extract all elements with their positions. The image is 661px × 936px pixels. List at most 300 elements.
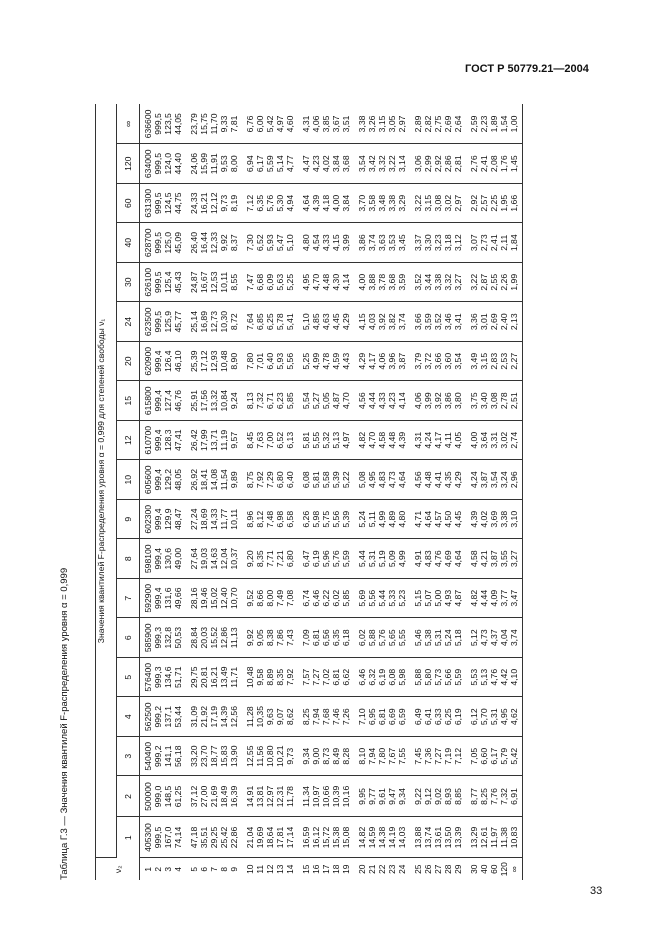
quantile-value: 5,88 [413,668,423,686]
quantile-value: 4,64 [397,471,407,489]
nu2-value: 15 [301,864,311,874]
quantile-value: 3,10 [509,510,519,528]
quantile-value: 4,54 [311,234,321,252]
quantile-value: 4,95 [301,273,311,291]
quantile-value: 13,49 [219,666,229,689]
quantile-value: 20,03 [199,627,209,649]
quantile-value: 3,59 [423,313,433,331]
table-cell [140,737,187,777]
quantile-value: 4,87 [453,589,463,607]
nu2-value: 24 [397,864,407,874]
quantile-value: 4,83 [423,550,433,568]
quantile-value: 5,56 [331,510,341,528]
table-cell [242,618,298,658]
table-caption: Таблица Г.3 — Значения квантилей F-распределения уровня α = 0,999 [59,567,70,880]
table-cell [354,381,410,421]
quantile-value: 8,89 [265,668,275,686]
quantile-value: 13,29 [469,826,479,849]
quantile-value: 5,23 [397,589,407,607]
quantile-value: 3,92 [433,392,443,410]
quantile-value: 602300 [143,504,153,534]
table-cell [242,658,298,698]
quantile-value: 12,73 [209,311,219,333]
quantile-value: 4,63 [321,313,331,331]
table-cell [298,104,354,144]
quantile-value: 4,80 [397,510,407,528]
quantile-value: 9,20 [245,550,255,568]
nu2-value: 1 [143,866,153,872]
quantile-value: 3,26 [367,115,377,133]
quantile-value: 1,00 [509,115,519,133]
quantile-value: 5,59 [341,550,351,568]
quantile-value: 3,78 [377,273,387,291]
quantile-value: 8,90 [229,352,239,370]
quantile-value: 9,92 [219,234,229,252]
quantile-value: 6,25 [265,313,275,331]
nu2-values [186,858,242,880]
quantile-value: 9,95 [357,788,367,805]
quantile-value: 5,19 [377,550,387,568]
quantile-value: 5,56 [367,589,377,607]
quantile-value: 5,39 [341,510,351,528]
table-cell [298,263,354,303]
nu2-value: 4 [173,866,183,872]
quantile-value: 3,36 [469,313,479,331]
quantile-value: 7,32 [499,788,509,805]
quantile-value: 8,73 [321,747,331,765]
quantile-value: 6,98 [275,510,285,528]
table-cell [140,223,187,263]
quantile-value: 8,35 [255,550,265,568]
quantile-value: 6,46 [357,668,367,686]
table-cell [242,697,298,737]
quantile-value: 7,46 [331,708,341,726]
quantile-value: 6,32 [367,668,377,686]
quantile-value: 2,97 [453,194,463,212]
quantile-value: 4,31 [413,431,423,449]
table-cell [186,184,242,224]
quantile-value: 4,35 [443,471,453,489]
quantile-value: 4,59 [331,352,341,370]
quantile-value: 5,31 [367,550,377,568]
table-cell [140,421,187,461]
quantile-value: 5,59 [453,668,463,686]
quantile-value: 5,07 [423,589,433,607]
quantile-value: 3,07 [469,234,479,252]
quantile-value: 6,25 [443,708,453,726]
quantile-value: 4,14 [397,392,407,410]
quantile-value: 127,4 [163,390,173,412]
quantile-value: 9,89 [229,471,239,489]
table-cell [466,697,523,737]
quantile-value: 2,40 [499,313,509,331]
quantile-value: 9,34 [301,747,311,765]
quantile-value: 3,40 [479,392,489,410]
table-cell [410,421,466,461]
quantile-value: 6,59 [397,708,407,726]
quantile-value: 9,05 [255,629,265,647]
quantile-value: 6,35 [331,629,341,647]
nu2-value: 120 [499,862,509,877]
table-cell [354,697,410,737]
quantile-value: 3,87 [479,471,489,489]
quantile-value: 3,32 [443,273,453,291]
quantile-value: 999,4 [153,548,163,570]
table-cell [354,460,410,500]
quantile-value: 4,76 [433,550,443,568]
quantile-value: 8,13 [245,392,255,410]
quantile-value: 3,84 [341,194,351,212]
quantile-value: 8,62 [285,708,295,726]
quantile-value: 6,26 [301,510,311,528]
quantile-value: 16,39 [229,785,239,808]
quantile-value: 3,02 [499,431,509,449]
quantile-value: 47,18 [189,826,199,849]
quantile-value: 21,69 [209,785,219,808]
quantile-value: 4,95 [499,708,509,726]
table-cell [140,342,187,382]
quantile-value: 1,84 [509,234,519,252]
quantile-value: 4,14 [341,273,351,291]
quantile-value: 6,18 [341,629,351,647]
quantile-value: 5,80 [423,668,433,686]
quantile-value: 7,00 [265,431,275,449]
quantile-value: 8,19 [229,194,239,212]
table-cell [186,579,242,619]
quantile-value: 2,73 [479,234,489,252]
quantile-value: 631300 [143,188,153,218]
quantile-value: 6,71 [265,392,275,410]
quantile-value: 4,45 [331,313,341,331]
quantile-value: 16,21 [209,666,219,689]
quantile-value: 50,53 [173,627,183,649]
quantile-value: 8,25 [479,788,489,805]
quantile-value: 1,66 [509,194,519,212]
table-cell [242,263,298,303]
quantile-value: 5,85 [285,392,295,410]
table-cell [466,817,523,858]
quantile-value: 15,08 [341,826,351,849]
quantile-value: 6,81 [311,629,321,647]
quantile-value: 2,57 [479,194,489,212]
column-header: 7 [117,579,140,619]
quantile-value: 4,85 [311,313,321,331]
table-cell [354,184,410,224]
quantile-value: 4,70 [311,273,321,291]
quantile-value: 3,41 [453,313,463,331]
quantile-value: 10,21 [275,745,285,768]
nu2-value: 29 [453,864,463,874]
quantile-value: 4,60 [285,115,295,133]
quantile-value: 14,19 [387,826,397,849]
quantile-value: 12,33 [209,232,219,254]
quantile-value: 14,82 [357,826,367,849]
quantile-value: 4,33 [377,392,387,410]
quantile-value: 4,37 [489,629,499,647]
quantile-value: 4,95 [367,471,377,489]
quantile-value: 999,4 [153,508,163,531]
quantile-value: 45,43 [173,271,183,294]
page-number: 33 [590,885,603,897]
quantile-value: 2,11 [499,234,509,251]
quantile-value: 9,77 [367,788,377,805]
quantile-value: 4,02 [321,155,331,173]
table-cell [140,579,187,619]
quantile-value: 9,58 [255,668,265,686]
quantile-value: 5,46 [413,629,423,647]
quantile-value: 615800 [143,386,153,416]
quantile-value: 2,99 [423,155,433,173]
nu2-value: 5 [189,866,199,872]
quantile-value: 2,23 [479,115,489,133]
nu2-value: 19 [341,864,351,874]
quantile-value: 9,24 [229,392,239,410]
quantile-value: 8,37 [229,234,239,252]
table-cell [186,618,242,658]
quantile-value: 7,29 [265,471,275,489]
quantile-value: 3,63 [377,234,387,252]
quantile-value: 5,53 [469,668,479,686]
quantile-value: 4,58 [377,431,387,449]
table-cell [186,144,242,184]
quantile-value: 14,59 [367,826,377,849]
quantile-value: 4,00 [357,273,367,291]
quantile-value: 8,38 [265,629,275,647]
quantile-value: 6,17 [255,155,265,173]
quantile-value: 3,87 [489,550,499,568]
table-row-group [354,104,410,880]
quantile-value: 4,99 [397,550,407,568]
quantile-value: 9,47 [387,788,397,805]
quantile-value: 7,10 [357,708,367,726]
quantile-value: 9,33 [219,115,229,133]
quantile-value: 7,80 [377,747,387,765]
column-header-row [117,104,140,880]
quantile-value: 3,27 [509,550,519,568]
quantile-value: 6,40 [285,471,295,489]
quantile-value: 9,34 [397,788,407,805]
table-cell [298,737,354,777]
quantile-value: 2,26 [499,273,509,291]
table-cell [354,500,410,540]
table-cell [140,697,187,737]
quantile-value: 19,46 [199,587,209,610]
quantile-value: 7,68 [321,708,331,726]
quantile-value: 4,69 [443,550,453,568]
quantile-value: 7,94 [311,708,321,726]
quantile-value: 5,13 [331,431,341,449]
quantile-value: 6,46 [311,589,321,607]
table-cell [466,302,523,342]
quantile-value: 11,56 [255,745,265,767]
quantile-value: 5,98 [397,668,407,686]
quantile-value: 9,22 [413,788,423,805]
table-cell [410,144,466,184]
quantile-value: 10,48 [219,350,229,373]
quantile-value: 7,57 [301,668,311,686]
table-cell [140,184,187,224]
table-cell [242,579,298,619]
quantile-value: 5,66 [443,668,453,686]
quantile-value: 3,86 [443,392,453,410]
quantile-value: 10,30 [219,311,229,333]
table-cell [466,184,523,224]
quantile-value: 5,88 [367,629,377,647]
document-header: ГОСТ Р 50779.21—2004 [465,63,589,75]
nu2-value: 26 [423,864,433,874]
quantile-value: 4,44 [479,589,489,607]
quantile-value: 4,50 [443,510,453,528]
quantile-value: 7,27 [311,668,321,686]
quantile-value: 4,24 [423,431,433,449]
quantile-value: 7,71 [265,550,275,568]
quantile-value: 17,99 [199,429,209,452]
quantile-value: 11,19 [219,429,229,451]
quantile-value: 6,52 [275,431,285,449]
quantile-value: 6,33 [433,708,443,726]
quantile-value: 10,84 [219,390,229,412]
quantile-value: 8,49 [331,747,341,765]
table-cell [410,342,466,382]
quantile-value: 5,42 [509,747,519,765]
quantile-value: 26,92 [189,469,199,491]
table-cell [242,144,298,184]
quantile-value: 3,79 [413,352,423,370]
quantile-value: 5,54 [301,392,311,410]
quantile-value: 8,35 [275,668,285,686]
quantile-value: 636600 [143,109,153,139]
table-cell [354,817,410,858]
quantile-value: 4,42 [499,668,509,686]
quantile-value: 4,47 [301,155,311,173]
quantile-value: 15,83 [219,745,229,768]
nu2-value: 11 [255,864,265,874]
quantile-value: 4,39 [397,431,407,449]
table-row-group [410,104,466,880]
quantile-value: 4,76 [489,668,499,686]
quantile-value: 6,47 [301,550,311,568]
table-cell [466,658,523,698]
quantile-value: 16,21 [199,192,209,215]
nu2-value: 17 [321,864,331,874]
quantile-value: 16,59 [301,826,311,849]
quantile-value: 12,04 [219,548,229,570]
table-cell [242,539,298,579]
quantile-value: 45,09 [173,232,183,254]
quantile-value: 6,68 [255,273,265,291]
column-header: 6 [117,618,140,658]
table-cell [410,263,466,303]
nu2-value: 2 [153,866,163,872]
quantile-value: 4,70 [367,431,377,449]
quantile-value: 4,39 [311,194,321,212]
quantile-value: 4,80 [301,234,311,252]
quantile-value: 17,81 [275,826,285,849]
quantile-value: 5,47 [275,234,285,252]
quantile-value: 10,66 [321,785,331,808]
quantile-value: 5,05 [321,392,331,410]
quantile-value: 4,10 [509,668,519,686]
quantile-value: 148,5 [163,785,173,808]
quantile-value: 6,17 [489,747,499,765]
quantile-value: 5,24 [357,510,367,528]
quantile-value: 14,38 [377,826,387,849]
nu2-value: 9 [229,866,239,872]
quantile-value: 4,97 [275,115,285,133]
quantile-value: 3,66 [413,313,423,331]
quantile-value: 7,09 [301,629,311,647]
column-header: 2 [117,776,140,817]
table-cell [410,460,466,500]
quantile-value: 13,74 [423,826,433,849]
quantile-value: 6,52 [255,234,265,252]
quantile-value: 3,38 [433,273,443,291]
quantile-value: 6,09 [265,273,275,291]
table-cell [410,737,466,777]
quantile-value: 8,25 [301,708,311,726]
quantile-value: 3,74 [509,629,519,647]
quantile-value: 7,64 [245,313,255,331]
table-cell [410,381,466,421]
quantile-value: 5,73 [433,668,443,686]
quantile-value: 405300 [143,823,153,852]
quantile-value: 7,67 [387,747,397,765]
quantile-value: 2,51 [509,392,519,410]
quantile-value: 3,53 [387,234,397,252]
quantile-value: 8,45 [245,431,255,449]
quantile-value: 6,94 [245,155,255,173]
quantile-value: 21,92 [199,706,209,728]
table-cell [410,104,466,144]
table-cell [186,263,242,303]
quantile-value: 7,92 [285,668,295,686]
quantile-value: 7,76 [489,788,499,805]
quantile-value: 141,1 [163,745,173,768]
quantile-value: 130,6 [163,548,173,570]
quantile-value: 9,73 [285,747,295,765]
table-cell [466,737,523,777]
column-header: 60 [117,184,140,224]
table-cell [354,658,410,698]
quantile-value: 8,28 [341,747,351,765]
quantile-value: 6,85 [255,313,265,331]
quantile-value: 4,29 [453,471,463,489]
quantile-value: 3,45 [397,234,407,252]
quantile-value: 10,11 [229,508,239,530]
table-cell [186,658,242,698]
quantile-value: 12,53 [209,271,219,294]
column-header: 10 [117,460,140,500]
quantile-value: 7,47 [245,273,255,291]
table-cell [466,104,523,144]
nu2-value: 21 [367,864,377,874]
quantile-value: 7,19 [443,747,453,765]
quantile-value: 45,77 [173,311,183,333]
quantile-value: 51,71 [173,666,183,689]
table-cell [140,658,187,698]
quantile-value: 12,40 [219,587,229,610]
quantile-value: 4,93 [443,589,453,607]
table-cell [140,460,187,500]
quantile-value: 8,55 [229,273,239,291]
quantile-value: 3,15 [377,115,387,133]
quantile-value: 13,61 [433,826,443,849]
quantile-value: 3,08 [489,392,499,410]
table-row-group [466,104,523,880]
table-cell [242,421,298,461]
quantile-value: 16,44 [199,232,209,254]
table-cell [410,776,466,817]
